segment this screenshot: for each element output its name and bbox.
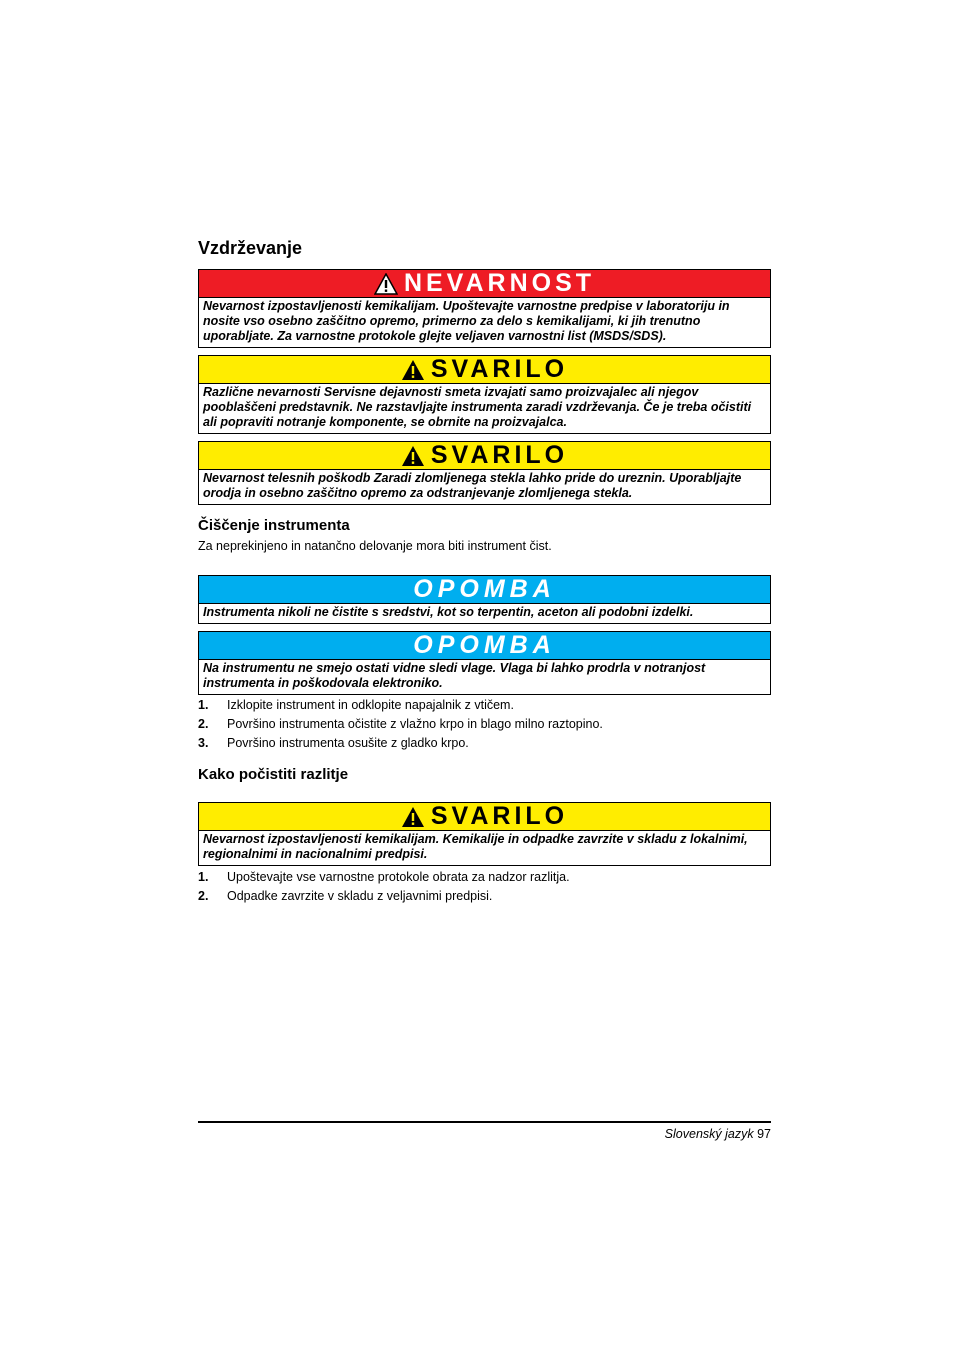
notice-text: Instrumenta nikoli ne čistite s sredstvi, kot so terpentin, aceton ali podobni izdelki. (203, 605, 694, 619)
list-item: 1. Izklopite instrument in odklopite napajalnik z vtičem. (198, 698, 514, 712)
list-item: 2. Odpadke zavrzite v skladu z veljavnimi predpisi. (198, 889, 493, 903)
notice-text: Nevarnost izpostavljenosti kemikalijam. Upoštevajte varnostne predpise v laboratoriju in nosite vso osebno zaščitno opremo, primerno za delo s kemikalijami, ki jih trenutno uporabljate. Za varnostne protokole glejte veljaven varnostni list (MSDS/SDS). (203, 299, 730, 343)
warning-triangle-icon (401, 445, 425, 467)
warning-triangle-icon (401, 806, 425, 828)
cleaning-steps (198, 696, 769, 753)
cleaning-title: Čiščenje instrumenta (198, 517, 350, 534)
list-item: 1. Upoštevajte vse varnostne protokole obrata za nadzor razlitja. (198, 870, 570, 884)
spill-title: Kako počistiti razlitje (198, 766, 349, 783)
notice-signal-word: NEVARNOST (403, 269, 596, 297)
spill-steps (198, 868, 769, 906)
cleaning-intro: Za neprekinjeno in natančno delovanje mora biti instrument čist. (198, 539, 552, 553)
list-item: 2. Površino instrumenta očistite z vlažno krpo in blago milno raztopino. (198, 717, 603, 731)
list-item: 3. Površino instrumenta osušite z gladko krpo. (198, 736, 469, 750)
notice-text: Nevarnost izpostavljenosti kemikalijam. Kemikalije in odpadke zavrzite v skladu z lokalnimi, regionalnimi in nacionalnimi predpisi. (203, 832, 748, 861)
warning-notice (198, 802, 771, 866)
page-footer (665, 1127, 771, 1141)
warning-triangle-icon (374, 273, 398, 295)
notice-text: Različne nevarnosti Servisne dejavnosti smeta izvajati samo proizvajalec ali njegov pooblaščeni predstavnik. Ne razstavljajte instrumenta zaradi vzdrževanja. Če je treba očistiti ali popraviti notranje komponente, se obrnite na proizvajalca. (203, 385, 752, 429)
note-notice (198, 575, 771, 624)
footer-divider (198, 1121, 771, 1123)
notice-signal-word: OPOMBA (413, 631, 556, 659)
notice-text: Nevarnost telesnih poškodb Zaradi zlomljenega stekla lahko pride do ureznin. Uporabljajte orodja in osebno zaščitno opremo za odstranjevanje zlomljenega stekla. (203, 471, 742, 500)
notice-signal-word: SVARILO (430, 802, 569, 830)
danger-notice (198, 269, 771, 348)
section-title: Vzdrževanje (198, 238, 303, 258)
notice-text: Na instrumentu ne smejo ostati vidne sledi vlage. Vlaga bi lahko prodrla v notranjost instrumenta in poškodovala elektroniko. (203, 661, 706, 690)
note-notice (198, 631, 771, 695)
warning-triangle-icon (401, 359, 425, 381)
footer-language: Slovenský jazyk (664, 1127, 754, 1141)
warning-notice (198, 355, 771, 434)
page-number: 97 (757, 1127, 771, 1141)
notice-signal-word: SVARILO (430, 355, 569, 383)
warning-notice (198, 441, 771, 505)
notice-signal-word: SVARILO (430, 441, 569, 469)
notice-signal-word: OPOMBA (413, 575, 556, 603)
